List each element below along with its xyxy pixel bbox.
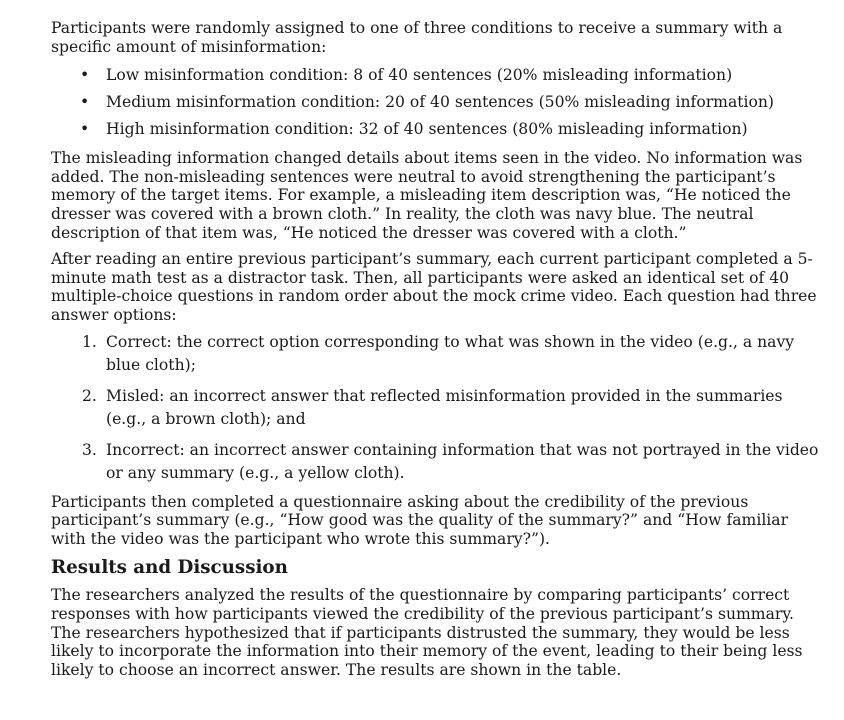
condition-high: High misinformation condition: 32 of 40 sentences (80% misleading information)	[106, 120, 748, 139]
document-page	[51, 0, 821, 679]
section-heading: Results and Discussion	[51, 557, 288, 579]
bullet-icon: •	[80, 66, 90, 85]
questionnaire-paragraph: Participants then completed a questionnaire asking about the credibility of the previous participant’s summary (e.g., “How good was the quality of the summary?” and “How familiar with the video was the participant who wrote this summary?”).	[51, 492, 789, 548]
intro-paragraph: Participants were randomly assigned to one of three conditions to receive a summary with a specific amount of misinformation:	[51, 19, 783, 56]
list-item	[82, 439, 821, 485]
answer-option-incorrect: Incorrect: an incorrect answer containing information that was not portrayed in the video or any summary (e.g., a yellow cloth).	[106, 440, 819, 482]
answer-option-misled: Misled: an incorrect answer that reflected misinformation provided in the summaries (e.g., a brown cloth); and	[106, 386, 783, 428]
answer-options-list	[51, 331, 821, 485]
list-item	[82, 385, 821, 431]
condition-medium: Medium misinformation condition: 20 of 40 sentences (50% misleading information)	[106, 93, 775, 112]
bullet-icon: •	[80, 120, 90, 139]
list-item	[80, 116, 821, 143]
answer-option-correct: Correct: the correct option corresponding to what was shown in the video (e.g., a navy blue cloth);	[106, 332, 795, 374]
list-number: 2.	[82, 386, 97, 405]
list-item	[80, 89, 821, 116]
bullet-icon: •	[80, 93, 90, 112]
conditions-list	[51, 62, 821, 143]
misleading-info-paragraph: The misleading information changed details about items seen in the video. No information was added. The non-misleading sentences were neutral to avoid strengthening the participant’s memory of the target items. For example, a misleading item description was, “He noticed the dresser was covered with a brown cloth.” In reality, the cloth was navy blue. The neutral description of that item was, “He noticed the dresser was covered with a cloth.”	[51, 149, 803, 242]
list-item	[80, 62, 821, 89]
condition-low: Low misinformation condition: 8 of 40 sentences (20% misleading information)	[106, 66, 733, 85]
results-paragraph: The researchers analyzed the results of the questionnaire by comparing participants’ correct responses with how participants viewed the credibility of the previous participant’s summary. The researchers hypothesized that if participants distrusted the summary, they would be less likely to incorporate the information into their memory of the event, leading to their being less likely to choose an incorrect answer. The results are shown in the table.	[51, 586, 803, 679]
list-item	[82, 331, 821, 377]
procedure-paragraph: After reading an entire previous participant’s summary, each current participant completed a 5-minute math test as a distractor task. Then, all participants were asked an identical set of 40 multiple-choice questions in random order about the mock crime video. Each question had three answer options:	[51, 250, 817, 324]
list-number: 1.	[82, 332, 97, 351]
list-number: 3.	[82, 440, 97, 459]
